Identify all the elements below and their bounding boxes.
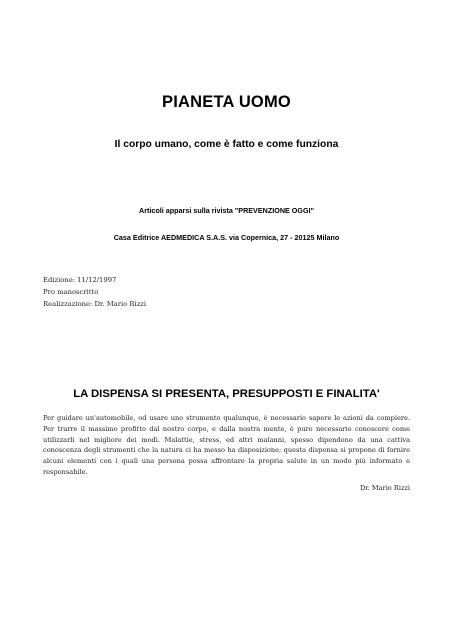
document-subtitle: Il corpo umano, come è fatto e come funziona — [114, 139, 339, 150]
document-title: PIANETA UOMO — [162, 93, 291, 111]
edition-date: Edizione: 11/12/1997 — [43, 276, 117, 284]
manuscript-note: Pro manoscritto — [43, 288, 99, 296]
section-body-paragraph: Per guidare un'automobile, od usare uno strumento qualunque, è necessario sapere le azioni da compiere. Per trarre il massimo profitto dal nostro corpo, e dalla nostra mente, è pure necessario conoscere come utilizzarli nel migliore dei modi. Malattie, stress, ed altri malanni, spesso dipendono da una cattiva conoscenza degli strumenti che la natura ci ha messo ha disposizione; questa dispensa si propone di fornire alcuni elementi con i quali una persona possa affrontare la propria salute in un modo più informato e responsabile. — [43, 414, 410, 476]
articles-note: Articoli apparsi sulla rivista "PREVENZIONE OGGI" — [139, 206, 314, 215]
section-heading: LA DISPENSA SI PRESENTA, PRESUPPOSTI E FINALITA' — [73, 388, 380, 400]
author-credit: Realizzazione: Dr. Mario Rizzi — [43, 300, 147, 308]
signature: Dr. Mario Rizzi — [359, 484, 410, 492]
publisher-line: Casa Editrice AEDMEDICA S.A.S. via Copernica, 27 - 20125 Milano — [113, 233, 340, 242]
